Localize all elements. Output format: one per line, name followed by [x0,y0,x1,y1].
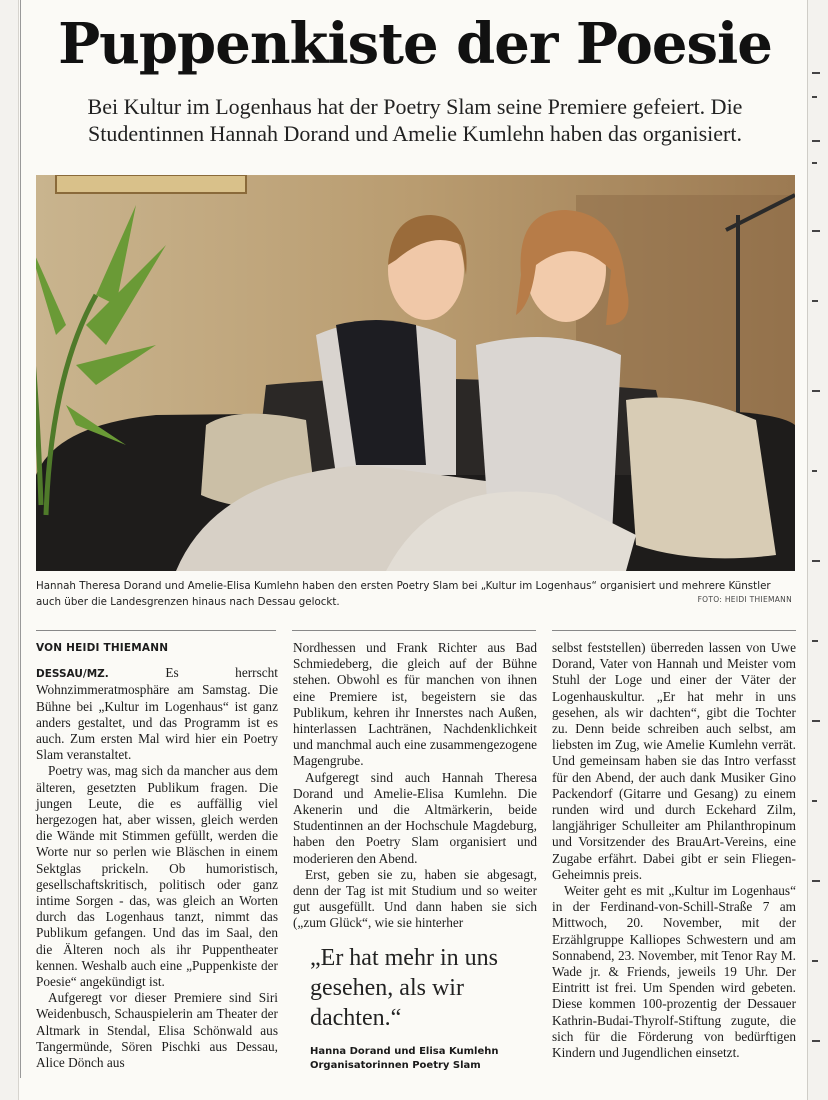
pull-quote-names: Hanna Dorand und Elisa Kumlehn [310,1046,499,1057]
article-column-3 [552,640,796,1061]
paragraph: Erst, geben sie zu, haben sie abgesagt, denn der Tag ist mit Studium und so weiter gut ausgefüllt. Und dann haben sie sich („zum Glück“, wie sie hinterher [293,866,537,931]
right-page-edge [807,0,828,1100]
column-rule [552,630,796,631]
deck-subheadline: Bei Kultur im Logenhaus hat der Poetry Slam seine Premiere gefeiert. Die Studentinnen Hannah Dorand und Amelie Kumlehn haben das organisiert. [87,94,743,146]
headline: Puppenkiste der Poesie [58,11,772,77]
column-rule [36,630,276,631]
byline: VON HEIDI THIEMANN [36,642,169,654]
pull-quote-attribution [310,1045,540,1073]
paragraph: Es herrscht Wohnzimmeratmosphäre am Samstag. Die Bühne bei „Kultur im Logenhaus“ ist ganz anders gestaltet, und das Programm ist es auch. Zum ersten Mal wird hier ein Poetry Slam veranstaltet. [36,665,279,763]
pull-quote-text: „Er hat mehr in uns gesehen, als wir dachten.“ [310,945,498,1031]
lead-paragraph [36,665,278,763]
paragraph: Nordhessen und Frank Richter aus Bad Schmiedeberg, die gleich auf der Bühne stehen. Obwohl es für manchen von ihnen eine Premiere ist, begeistern sie das Publikum, kehren ihr Innerstes nach Außen, hinterlassen Lachtränen, Nachdenklichkeit und manchmal auch eine zusammengezogene Magengrube. [293,640,537,769]
pull-quote-role: Organisatorinnen Poetry Slam [310,1060,481,1071]
paragraph: Poetry was, mag sich da mancher aus dem älteren, gesetzten Publikum fragen. Die jungen Leute, die es auffällig viel hergezogen hat, aber wissen, gleich werden die Wände mit Stimmen gefüllt, werden die Worte nur so perlen wie Bläschen in einem Sektglas prickeln. Ob humoristisch, gesellschaftskritisch, politisch oder ganz intime Sorgen - das, was gleich an Worten durch das Logenhaus tanzt, nimmt das Publikum gefangen. Und das im Saal, den die Älteren noch als ihr Puppentheater kennen. Weshalb auch eine „Puppenkiste der Poesie“ angekündigt ist. [36,763,278,990]
paragraph: Weiter geht es mit „Kultur im Logenhaus“ in der Ferdinand-von-Schill-Straße 7 am Mittwoch, 20. November, mit der Erzählgruppe Kalliopes Schwestern und am Sonnabend, 23. November, mit Tenor Ray M. Wade jr. & Friends, jeweils 19 Uhr. Der Eintritt ist frei. Um Spenden wird gebeten. Diese kommen 100-prozentig der Dessauer Kathrin-Budai-Thyrolf-Stiftung zugute, die sich für die Förderung von bedürftigen Kindern und Jugendlichen einsetzt. [552,883,796,1061]
paragraph: selbst feststellen) überreden lassen von Uwe Dorand, Vater von Hannah und Meister vom Stuhl der Loge und einer der Väter der Logenhauskultur. „Er hat mehr in uns gesehen, als wir dachten“, gibt die Tochter zu. Denn beide schreiben auch selbst, am liebsten im Zug, wie Amelie Kumlehn verrät. Und gemeinsam haben sie das Intro verfasst für den Abend, der auch dank Musiker Gino Packendorf (Gitarre und Gesang) zu einem runden wird und durch Eckehard Zilm, langjähriger Schulleiter am Philanthropinum und Vorsitzender des BrauArt-Vereins, eine Zugabe erfährt. Dabei gibt er sein Fliegen-Geheimnis preis. [552,640,796,882]
paragraph: Aufgeregt vor dieser Premiere sind Siri Weidenbusch, Schauspielerin am Theater der Altmark in Stendal, Elisa Schönwald aus Tangermünde, Sören Pischki aus Dessau, Alice Dönch aus [36,990,278,1071]
left-page-edge [0,0,19,1100]
article-photo [36,175,795,571]
photo-caption: Hannah Theresa Dorand und Amelie-Elisa Kumlehn haben den ersten Poetry Slam bei „Kultur im Logenhaus“ organisiert und mehrere Künstler auch über die Landesgrenzen hinaus nach Dessau gelockt. [36,580,771,608]
photo-credit: FOTO: HEIDI THIEMANN [697,595,792,604]
article-column-1 [36,640,278,1071]
left-column-rule [20,0,21,1078]
dateline: DESSAU/MZ. [36,668,109,681]
column-rule [292,630,536,631]
pull-quote [310,943,540,1073]
paragraph: Aufgeregt sind auch Hannah Theresa Dorand und Amelie-Elisa Kumlehn. Die Akenerin und die Altmärkerin, beide Studentinnen an der Hochschule Magdeburg, haben den Poetry Slam organisiert und moderieren den Abend. [293,769,537,866]
article-column-2 [293,640,537,932]
